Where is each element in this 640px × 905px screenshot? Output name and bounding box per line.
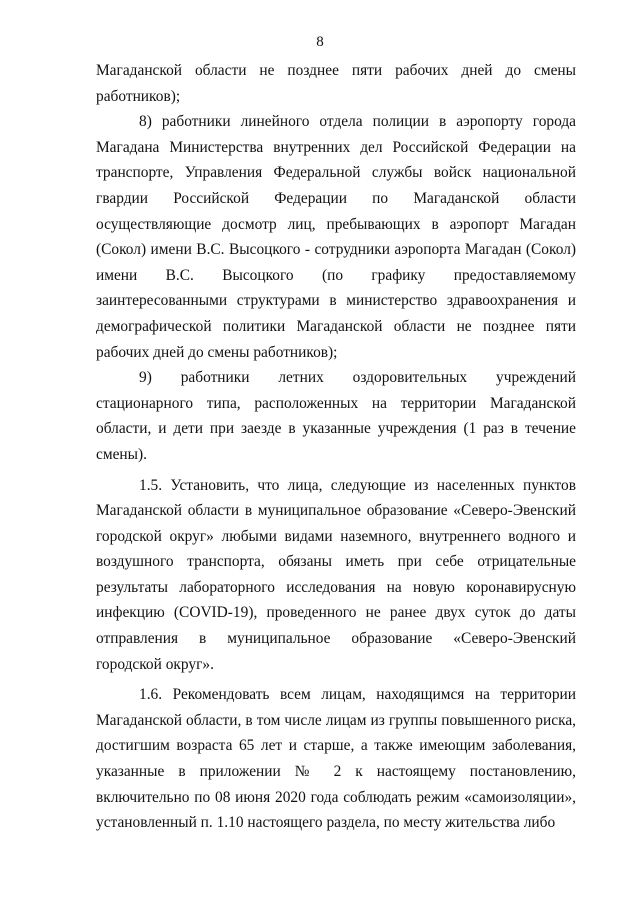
paragraph-continuation: Магаданской области не позднее пяти рабочих дней до смены работников); <box>96 62 576 105</box>
document-body <box>96 58 576 836</box>
paragraph-clause-1-6: 1.6. Рекомендовать всем лицам, находящимся на территории Магаданской области, в том числе лицам из группы повышенного риска, достигшим возраста 65 лет и старше, а также имеющим заболевания, указанные в приложении № 2 к настоящему постановлению, включительно по 08 июня 2020 года соблюдать режим «самоизоляции», установленный п. 1.10 настоящего раздела, по месту жительства либо <box>96 686 576 832</box>
paragraph-item-8: 8) работники линейного отдела полиции в аэропорту города Магадана Министерства внутренних дел Российской Федерации на транспорте, Управления Федеральной службы войск национальной гвардии Российской Федерации по Магаданской области осуществляющие досмотр лиц, пребывающих в аэропорт Магадан (Сокол) имени В.С. Высоцкого - сотрудники аэропорта Магадан (Сокол) имени В.С. Высоцкого (по графику предоставляемому заинтересованными структурами в министерство здравоохранения и демографической политики Магаданской области не позднее пяти рабочих дней до смены работников); <box>96 113 576 361</box>
paragraph-item-9: 9) работники летних оздоровительных учреждений стационарного типа, расположенных на территории Магаданской области, и дети при заезде в указанные учреждения (1 раз в течение смены). <box>96 369 576 463</box>
paragraph-clause-1-5: 1.5. Установить, что лица, следующие из населенных пунктов Магаданской области в муниципальное образование «Северо-Эвенский городской округ» любыми видами наземного, внутреннего водного и воздушного транспорта, обязаны иметь при себе отрицательные результаты лабораторного исследования на новую коронавирусную инфекцию (COVID-19), проведенного не ранее двух суток до даты отправления в муниципальное образование «Северо-Эвенский городской округ». <box>96 476 576 673</box>
page-number: 8 <box>316 34 324 50</box>
